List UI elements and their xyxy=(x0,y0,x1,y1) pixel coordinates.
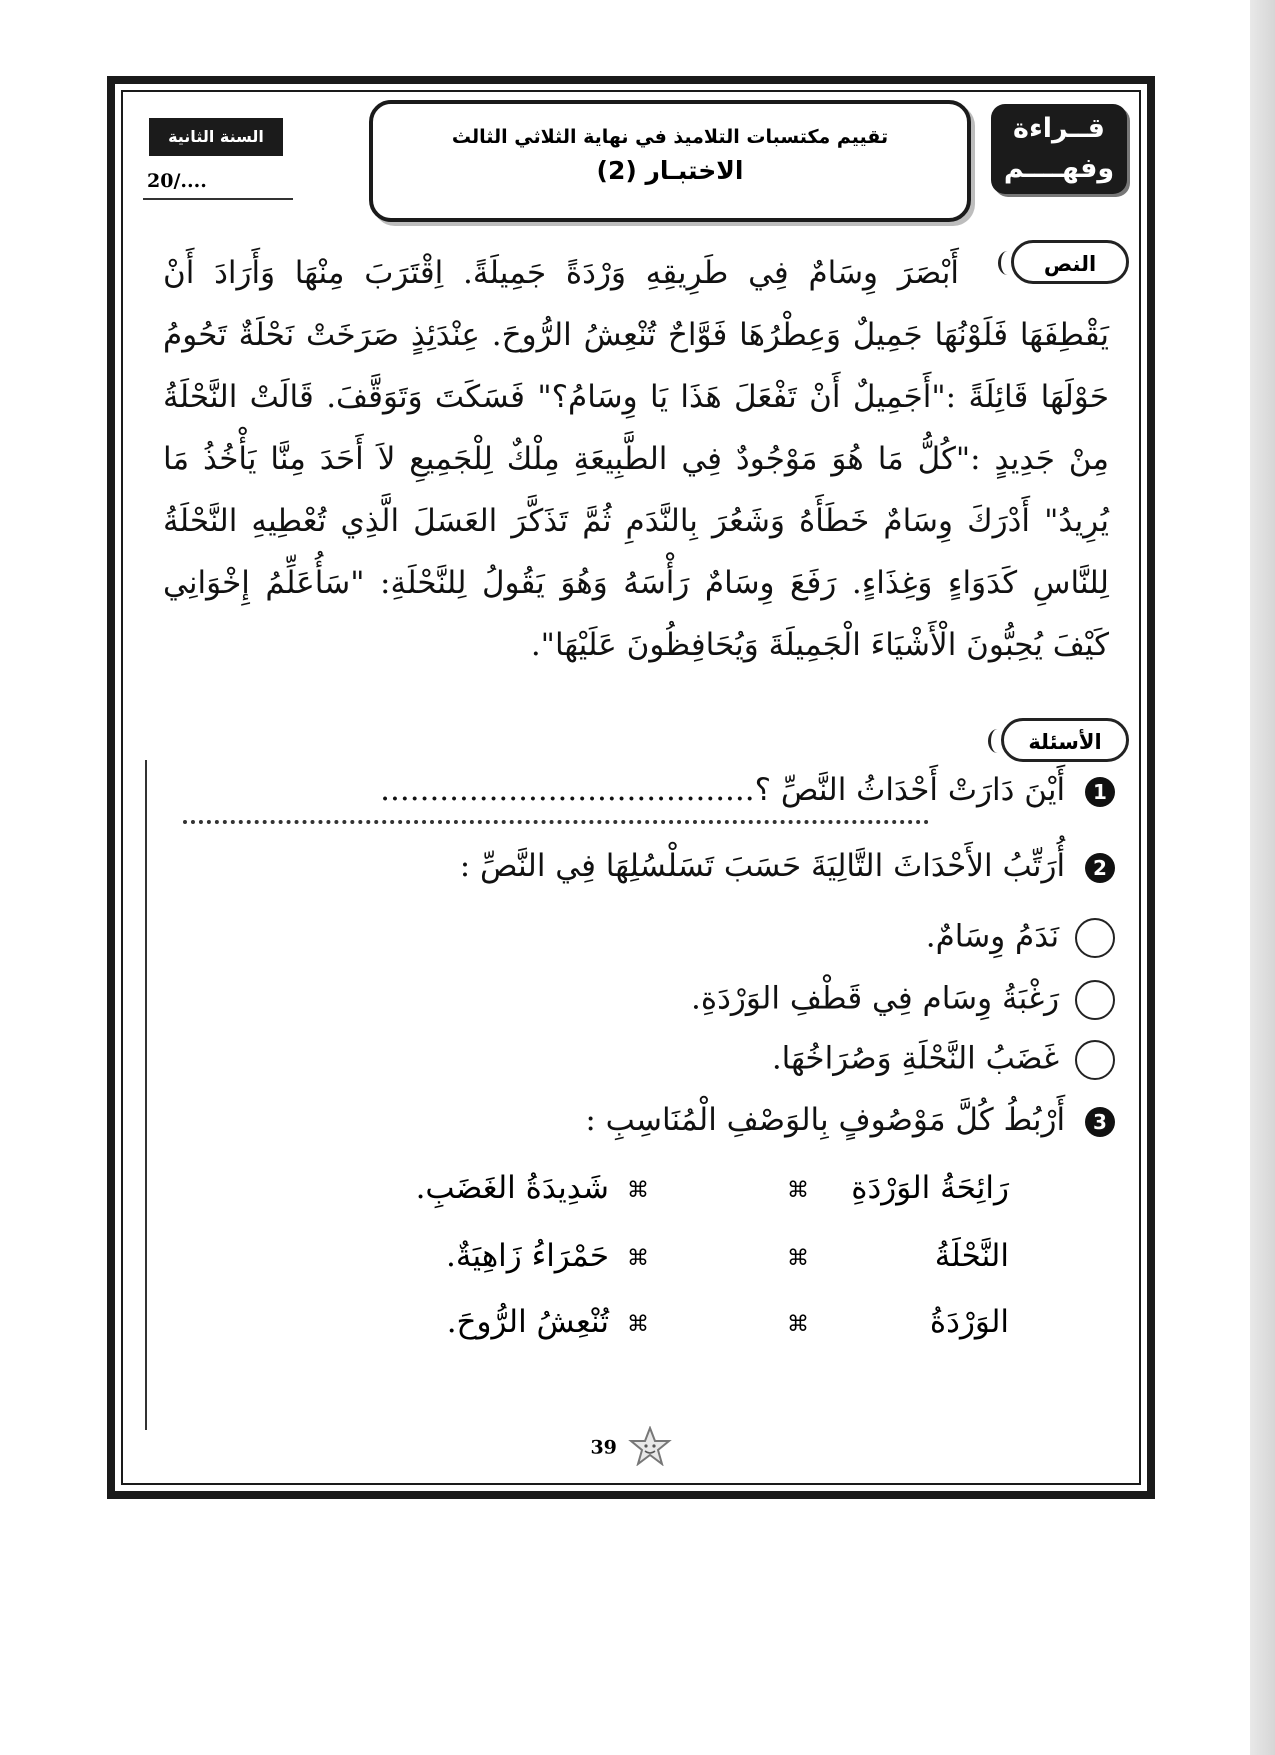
page-edge xyxy=(1250,0,1275,1755)
grade-badge: السنة الثانية xyxy=(149,118,283,156)
question-2 xyxy=(163,848,1115,884)
answer-dotted-line[interactable] xyxy=(183,820,929,824)
event-item xyxy=(163,980,1115,1020)
event-item xyxy=(163,918,1115,958)
event-text: رَغْبَةُ وِسَام فِي قَطْفِ الوَرْدَةِ. xyxy=(691,980,1060,1017)
question-1-text: أَيْنَ دَارَتْ أَحْدَاثُ النَّصِّ ؟...................................... xyxy=(380,772,1066,808)
question-3-text: أَرْبُطُ كُلَّ مَوْصُوفٍ بِالوَصْفِ الْمُنَاسِبِ : xyxy=(585,1102,1066,1138)
order-circle[interactable] xyxy=(1075,918,1115,958)
match-row xyxy=(123,1304,1139,1354)
question-number: 3 xyxy=(1085,1107,1115,1137)
page-footer xyxy=(123,1426,1139,1471)
star-icon xyxy=(628,1426,672,1471)
match-row xyxy=(123,1238,1139,1288)
subject-badge xyxy=(991,104,1127,194)
score-field: 20/.... xyxy=(147,170,207,192)
match-item: رَائِحَةُ الوَرْدَةِ xyxy=(851,1170,1009,1206)
page-number: 39 xyxy=(590,1436,617,1459)
score-underline xyxy=(143,198,293,200)
text-label-caption: النص xyxy=(1043,252,1097,276)
questions-label xyxy=(1001,718,1129,762)
match-item: الوَرْدَةُ xyxy=(929,1304,1009,1340)
question-1 xyxy=(163,772,1115,808)
header-box xyxy=(369,100,971,222)
match-description: حَمْرَاءُ زَاهِيَةٌ. xyxy=(446,1238,609,1274)
cloud-tail xyxy=(988,729,1007,753)
subject-line-1: قــراءة xyxy=(1013,113,1105,144)
worksheet-frame xyxy=(107,76,1155,1499)
match-dot[interactable]: ⌘ xyxy=(627,1178,649,1203)
order-circle[interactable] xyxy=(1075,980,1115,1020)
event-item xyxy=(163,1040,1115,1080)
question-number: 1 xyxy=(1085,777,1115,807)
order-circle[interactable] xyxy=(1075,1040,1115,1080)
match-dot[interactable]: ⌘ xyxy=(787,1246,809,1271)
match-dot[interactable]: ⌘ xyxy=(787,1178,809,1203)
worksheet-inner-frame xyxy=(121,90,1141,1485)
question-number: 2 xyxy=(1085,853,1115,883)
question-3 xyxy=(163,1102,1115,1138)
match-row xyxy=(123,1170,1139,1220)
match-dot[interactable]: ⌘ xyxy=(787,1312,809,1337)
reading-passage: أَبْصَرَ وِسَامٌ فِي طَرِيقِهِ وَرْدَةً جَمِيلَةً. اِقْتَرَبَ مِنْهَا وَأَرَادَ أَنْ يَقْطِفَهَا فَلَوْنُهَا جَمِيلٌ وَعِطْرُهَا فَوَّاحٌ تُنْعِشُ الرُّوحَ. عِنْدَئِذٍ صَرَخَتْ نَحْلَةٌ تَحُومُ حَوْلَهَا قَائِلَةً :"أَجَمِيلٌ أَنْ تَفْعَلَ هَذَا يَا وِسَامُ؟" فَسَكَتَ وَتَوَقَّفَ. قَالَتْ النَّحْلَةُ مِنْ جَدِيدٍ :"كُلُّ مَا هُوَ مَوْجُودٌ فِي الطَّبِيعَةِ مِلْكٌ لِلْجَمِيعِ لاَ أَحَدَ مِنَّا يَأْخُذُ مَا يُرِيدُ" أَدْرَكَ وِسَامٌ خَطَأَهُ وَشَعُرَ بِالنَّدَمِ ثُمَّ تَذَكَّرَ العَسَلَ الَّذِي تُعْطِيهِ النَّحْلَةُ لِلنَّاسِ كَدَوَاءٍ وَغِذَاءٍ. رَفَعَ وِسَامٌ رَأْسَهُ وَهُوَ يَقُولُ لِلنَّحْلَةِ: "سَأُعَلِّمُ إِخْوَانِي كَيْفَ يُحِبُّونَ الْأَشْيَاءَ الْجَمِيلَةَ وَيُحَافِظُونَ عَلَيْهَا". xyxy=(163,255,1110,663)
match-description: شَدِيدَةُ الغَضَبِ. xyxy=(415,1170,609,1206)
match-description: تُنْعِشُ الرُّوحَ. xyxy=(446,1304,609,1340)
assessment-title: تقييم مكتسبات التلاميذ في نهاية الثلاثي الثالث xyxy=(451,126,889,148)
event-text: غَضَبُ النَّحْلَةِ وَصُرَاخُهَا. xyxy=(771,1040,1060,1077)
match-dot[interactable]: ⌘ xyxy=(627,1312,649,1337)
test-title: الاختبـار (2) xyxy=(596,156,744,185)
match-item: النَّحْلَةُ xyxy=(934,1238,1009,1274)
match-dot[interactable]: ⌘ xyxy=(627,1246,649,1271)
event-text: نَدَمُ وِسَامٌ. xyxy=(925,918,1060,955)
question-2-text: أُرَتِّبُ الأَحْدَاثَ التَّالِيَةَ حَسَبَ تَسَلْسُلِهَا فِي النَّصِّ : xyxy=(459,848,1066,884)
questions-label-caption: الأسئلة xyxy=(1028,730,1102,754)
subject-line-2: وفهــــم xyxy=(1003,153,1115,184)
